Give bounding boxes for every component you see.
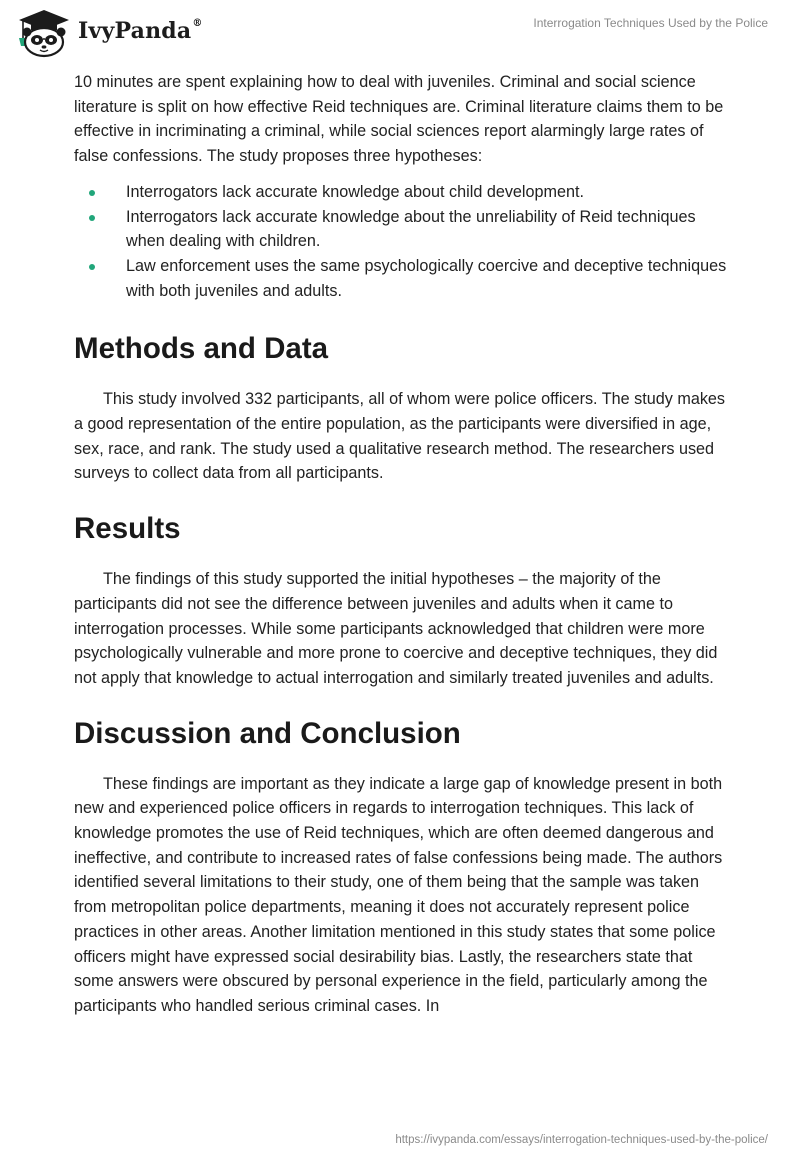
panda-graduate-logo-icon[interactable] xyxy=(13,8,77,58)
list-item: Law enforcement uses the same psychologically coercive and deceptive techniques with both juveniles and adults. xyxy=(126,254,734,303)
bullet-icon xyxy=(89,215,95,221)
essay-content xyxy=(74,70,734,1019)
methods-paragraph: This study involved 332 participants, all of whom were police officers. The study makes a good representation of the entire population, as the participants were diversified in age, sex, race, and rank. The study used a qualitative research method. The researchers used surveys to collect data from all participants. xyxy=(74,390,726,483)
results-paragraph: The findings of this study supported the initial hypotheses – the majority of the participants did not see the difference between juveniles and adults when it came to interrogation processes. While some participants acknowledged that children were more psychologically vulnerable and more prone to coercive and deceptive techniques, they did not apply that knowledge to actual interrogation and similarly treated juveniles and adults. xyxy=(74,570,718,687)
page-header xyxy=(0,0,800,66)
section-heading-methods: Methods and Data xyxy=(74,332,329,366)
section-heading-results: Results xyxy=(74,512,181,546)
discussion-paragraph: These findings are important as they indicate a large gap of knowledge present in both new and experienced police officers in regards to interrogation techniques. This lack of knowledge promotes the use of Reid techniques, which are often deemed dangerous and ineffective, and contribute to increased rates of false confessions being made. The authors identified several limitations to their study, one of them being that the sample was taken from metropolitan police departments, meaning it does not accurately represent police practices in other areas. Another limitation mentioned in this study states that some police officers might have expressed social desirability bias. Lastly, the researchers state that some answers were obscured by personal experience in the field, particularly among the participants who handled serious criminal cases. In xyxy=(74,774,723,1015)
bullet-icon xyxy=(89,264,95,270)
hypotheses-list xyxy=(74,180,734,304)
list-item: Interrogators lack accurate knowledge about child development. xyxy=(126,180,734,205)
bullet-icon xyxy=(89,190,95,196)
section-heading-discussion: Discussion and Conclusion xyxy=(74,716,461,750)
intro-paragraph: 10 minutes are spent explaining how to deal with juveniles. Criminal and social science literature is split on how effective Reid techniques are. Criminal literature claims them to be effective in incriminating a criminal, while social sciences report alarmingly large rates of false confessions. The study proposes three hypotheses: xyxy=(74,73,724,166)
brand-name[interactable]: IvyPanda® xyxy=(78,18,203,44)
document-title: Interrogation Techniques Used by the Police xyxy=(533,16,768,30)
source-url[interactable]: https://ivypanda.com/essays/interrogation-techniques-used-by-the-police/ xyxy=(395,1134,768,1146)
list-item: Interrogators lack accurate knowledge about the unreliability of Reid techniques when dealing with children. xyxy=(126,205,734,254)
